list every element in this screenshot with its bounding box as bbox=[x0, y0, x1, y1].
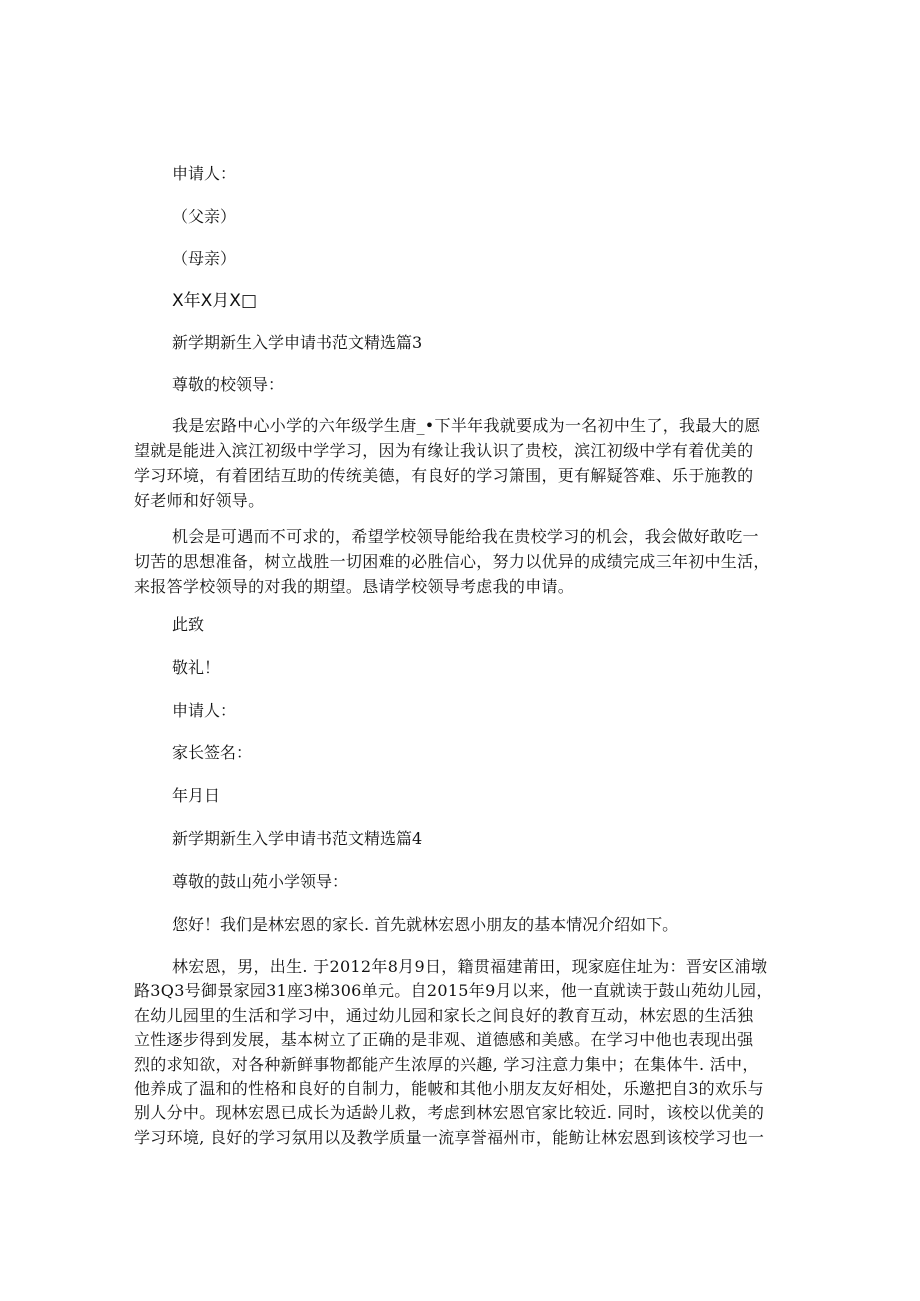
applicant-label-2: 申请人： bbox=[172, 701, 237, 720]
section-3-paragraph-1 bbox=[134, 413, 790, 513]
section-4-title: 新学期新生入学申请书范文精选篇4 bbox=[172, 829, 423, 848]
date-line: X年X月X□ bbox=[172, 291, 257, 311]
paragraph-line: 在幼儿园里的生活和学习中，通过幼儿园和家长之间良好的教育互动，林宏恩的生活独 bbox=[134, 1005, 754, 1025]
section-3-title: 新学期新生入学申请书范文精选篇3 bbox=[172, 333, 423, 352]
paragraph-line: 路3Q3号御景家园31座3梯306单元。自2015年9月以来，他一直就读于鼓山苑幼儿园， bbox=[134, 981, 773, 1001]
section-4-greeting: 您好！我们是林宏恩的家长. 首先就林宏恩小朋友的基本情况介绍如下。 bbox=[172, 915, 679, 934]
parent-signature-label: 家长签名： bbox=[172, 743, 253, 762]
mother-label: （母亲） bbox=[172, 249, 237, 268]
applicant-label: 申请人： bbox=[172, 164, 237, 183]
paragraph-line: 好老师和好领导。 bbox=[134, 491, 265, 510]
paragraph-line: 别人分中。现林宏恩已成长为适龄儿救，考虑到林宏恩官家比较近. 同时，该校以优美的 bbox=[134, 1103, 765, 1123]
paragraph-line: 烈的求知欲，对各种新鲜事物都能产生浓厚的兴趣, 学习注意力集中；在集体牛. 活中， bbox=[134, 1054, 759, 1074]
father-label: （父亲） bbox=[172, 207, 237, 226]
closing-ci-zhi: 此致 bbox=[172, 615, 205, 634]
paragraph-line: 机会是可遇而不可求的，希望学校领导能给我在贵校学习的机会，我会做好敢吃一 bbox=[172, 527, 759, 546]
section-3-paragraph-2 bbox=[134, 524, 790, 599]
paragraph-line: 林宏恩，男，出生. 于2012年8月9日，籍贯福建莆田，现家庭住址为：晋安区浦墩 bbox=[172, 957, 768, 976]
section-4-paragraph bbox=[134, 955, 790, 1150]
paragraph-line: 来报答学校领导的对我的期望。恳请学校领导考虑我的申请。 bbox=[134, 577, 575, 596]
paragraph-line: 我是宏路中心小学的六年级学生唐_•下半年我就要成为一名初中生了，我最大的愿 bbox=[172, 416, 761, 435]
closing-jing-li: 敬礼！ bbox=[172, 658, 221, 677]
section-4-salutation: 尊敬的鼓山苑小学领导： bbox=[172, 872, 349, 891]
paragraph-line: 学习环境, 良好的学习氛用以及教学质量一流享誉福州市，能鲂让林宏恩到该校学习也一 bbox=[134, 1127, 765, 1147]
date-label: 年月日 bbox=[172, 786, 221, 805]
paragraph-line: 切苦的思想准备，树立战胜一切困难的必胜信心，努力以优异的成绩完成三年初中生活， bbox=[134, 552, 770, 571]
paragraph-line: 学习环境，有着团结互助的传统美德，有良好的学习箫围，更有解疑答难、乐于施教的 bbox=[134, 466, 754, 485]
paragraph-line: 他养成了温和的性格和良好的自制力，能帔和其他小朋友友好相处，乐邀把自3的欢乐与 bbox=[134, 1079, 764, 1099]
paragraph-line: 望就是能进入滨江初级中学学习，因为有缘让我认识了贵校，滨江初级中学有着优美的 bbox=[134, 441, 754, 460]
paragraph-line: 立性逐步得到发展，基本树立了正确的是非观、道德感和美感。在学习中他也表现出强 bbox=[134, 1030, 754, 1050]
section-3-salutation: 尊敬的校领导： bbox=[172, 375, 285, 394]
